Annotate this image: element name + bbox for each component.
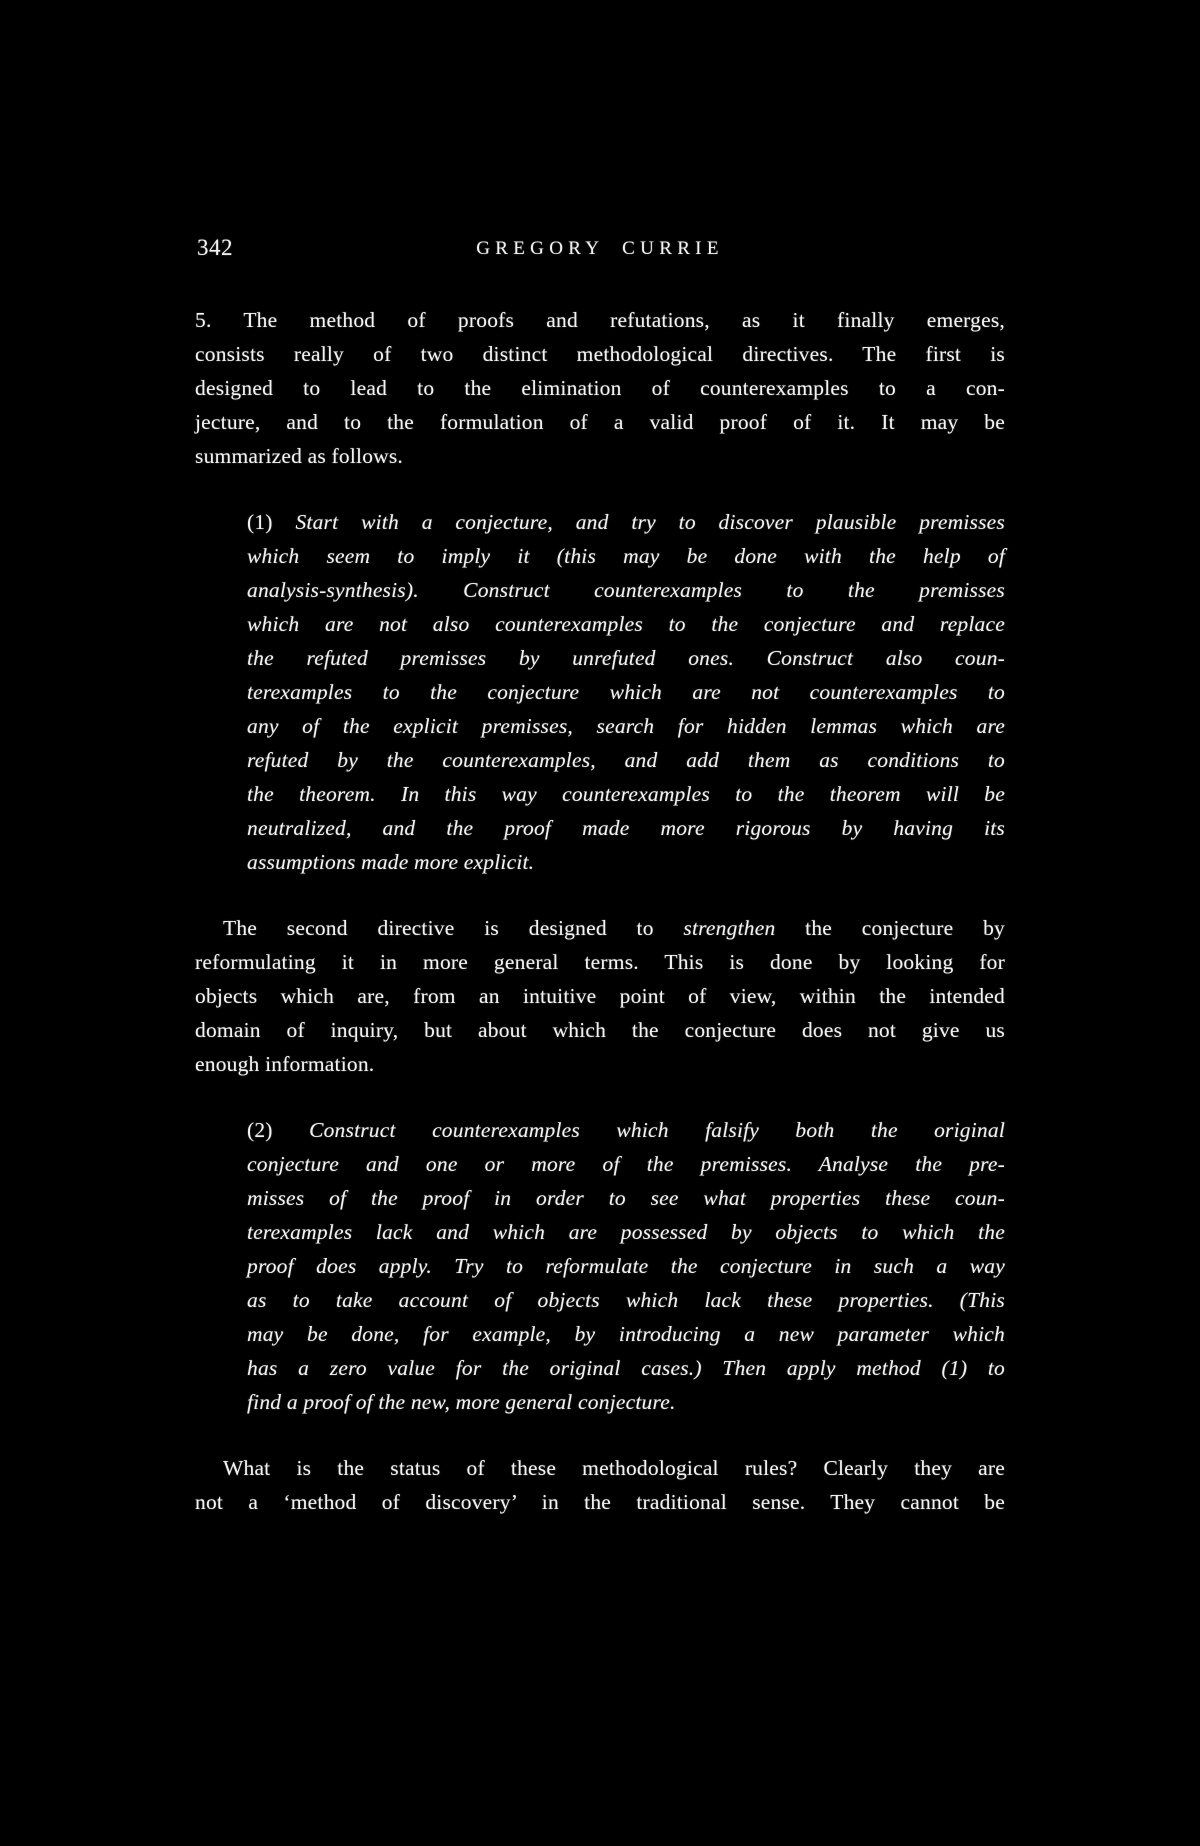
- text-segment: terexamples lack and which are possessed by objects to which the: [247, 1220, 1005, 1244]
- text-line: [247, 505, 1005, 539]
- text-line: [195, 337, 1005, 371]
- text-line: [195, 1013, 1005, 1047]
- paragraph-second-directive: [195, 911, 1005, 1081]
- text-segment: designed to lead to the elimination of counterexamples to a con-: [195, 376, 1005, 400]
- text-segment: reformulating it in more general terms. This is done by looking for: [195, 950, 1005, 974]
- text-segment: conjecture and one or more of the premisses. Analyse the pre-: [247, 1152, 1005, 1176]
- text-segment: 5. The method of proofs and refutations, as it finally emerges,: [195, 308, 1005, 332]
- text-segment: The second directive is designed to: [223, 916, 684, 940]
- text-line: [195, 1047, 1005, 1081]
- text-line: [195, 911, 1005, 945]
- text-line: [247, 1351, 1005, 1385]
- text-line: [247, 709, 1005, 743]
- text-line: [247, 1113, 1005, 1147]
- text-segment: domain of inquiry, but about which the conjecture does not give us: [195, 1018, 1005, 1042]
- text-line: [195, 405, 1005, 439]
- text-segment: proof does apply. Try to reformulate the conjecture in such a way: [247, 1254, 1005, 1278]
- text-line: [247, 777, 1005, 811]
- text-line: [247, 811, 1005, 845]
- paragraph-status-question: [195, 1451, 1005, 1519]
- text-line: [247, 743, 1005, 777]
- text-line: [247, 607, 1005, 641]
- text-segment: refuted by the counterexamples, and add them as conditions to: [247, 748, 1005, 772]
- text-segment: as to take account of objects which lack these properties. (This: [247, 1288, 1005, 1312]
- text-line: [247, 845, 1005, 879]
- text-line: [247, 573, 1005, 607]
- text-line: [247, 1283, 1005, 1317]
- text-line: [195, 979, 1005, 1013]
- text-line: [195, 945, 1005, 979]
- text-line: [195, 439, 1005, 473]
- text-segment: analysis-synthesis). Construct counterexamples to the premisses: [247, 578, 1005, 602]
- text-line: [247, 1385, 1005, 1419]
- text-segment: neutralized, and the proof made more rigorous by having its: [247, 816, 1005, 840]
- text-segment: find a proof of the new, more general conjecture.: [247, 1390, 676, 1414]
- text-line: [247, 1147, 1005, 1181]
- text-segment: the conjecture by: [775, 916, 1005, 940]
- text-line: [195, 371, 1005, 405]
- text-line: [247, 1215, 1005, 1249]
- text-segment: not a ‘method of discovery’ in the traditional sense. They cannot be: [195, 1490, 1005, 1514]
- page-number: 342: [197, 235, 233, 260]
- text-segment: strengthen: [683, 916, 776, 940]
- text-line: [247, 1249, 1005, 1283]
- text-segment: assumptions made more explicit.: [247, 850, 535, 874]
- blockquote-method-1: [247, 505, 1005, 879]
- text-segment: jecture, and to the formulation of a valid proof of it. It may be: [195, 410, 1005, 434]
- text-segment: which seem to imply it (this may be done with the help of: [247, 544, 1005, 568]
- text-segment: Construct counterexamples which falsify both the original: [309, 1118, 1005, 1142]
- text-line: [247, 1317, 1005, 1351]
- text-segment: enough information.: [195, 1052, 375, 1076]
- text-line: [195, 303, 1005, 337]
- text-segment: the theorem. In this way counterexamples to the theorem will be: [247, 782, 1005, 806]
- text-segment: any of the explicit premisses, search for hidden lemmas which are: [247, 714, 1005, 738]
- text-segment: may be done, for example, by introducing a new parameter which: [247, 1322, 1005, 1346]
- text-line: [195, 1485, 1005, 1519]
- page-body: [195, 303, 1005, 1519]
- blockquote-method-2: [247, 1113, 1005, 1419]
- text-line: [247, 675, 1005, 709]
- text-line: [247, 641, 1005, 675]
- text-segment: has a zero value for the original cases.) Then apply method (1) to: [247, 1356, 1005, 1380]
- text-segment: summarized as follows.: [195, 444, 404, 468]
- text-segment: (1): [247, 510, 296, 534]
- text-line: [195, 1451, 1005, 1485]
- text-segment: (2): [247, 1118, 310, 1142]
- text-segment: What is the status of these methodological rules? Clearly they are: [223, 1456, 1005, 1480]
- page-header: [195, 234, 1005, 264]
- text-segment: misses of the proof in order to see what properties these coun-: [247, 1186, 1005, 1210]
- text-segment: consists really of two distinct methodological directives. The first is: [195, 342, 1005, 366]
- paragraph-method-summary: [195, 303, 1005, 473]
- text-segment: which are not also counterexamples to the conjecture and replace: [247, 612, 1005, 636]
- text-segment: terexamples to the conjecture which are not counterexamples to: [247, 680, 1005, 704]
- running-title: GREGORY CURRIE: [476, 238, 724, 259]
- text-segment: objects which are, from an intuitive point of view, within the intended: [195, 984, 1005, 1008]
- text-segment: the refuted premisses by unrefuted ones. Construct also coun-: [247, 646, 1005, 670]
- text-line: [247, 539, 1005, 573]
- text-line: [247, 1181, 1005, 1215]
- text-segment: Start with a conjecture, and try to discover plausible premisses: [295, 510, 1005, 534]
